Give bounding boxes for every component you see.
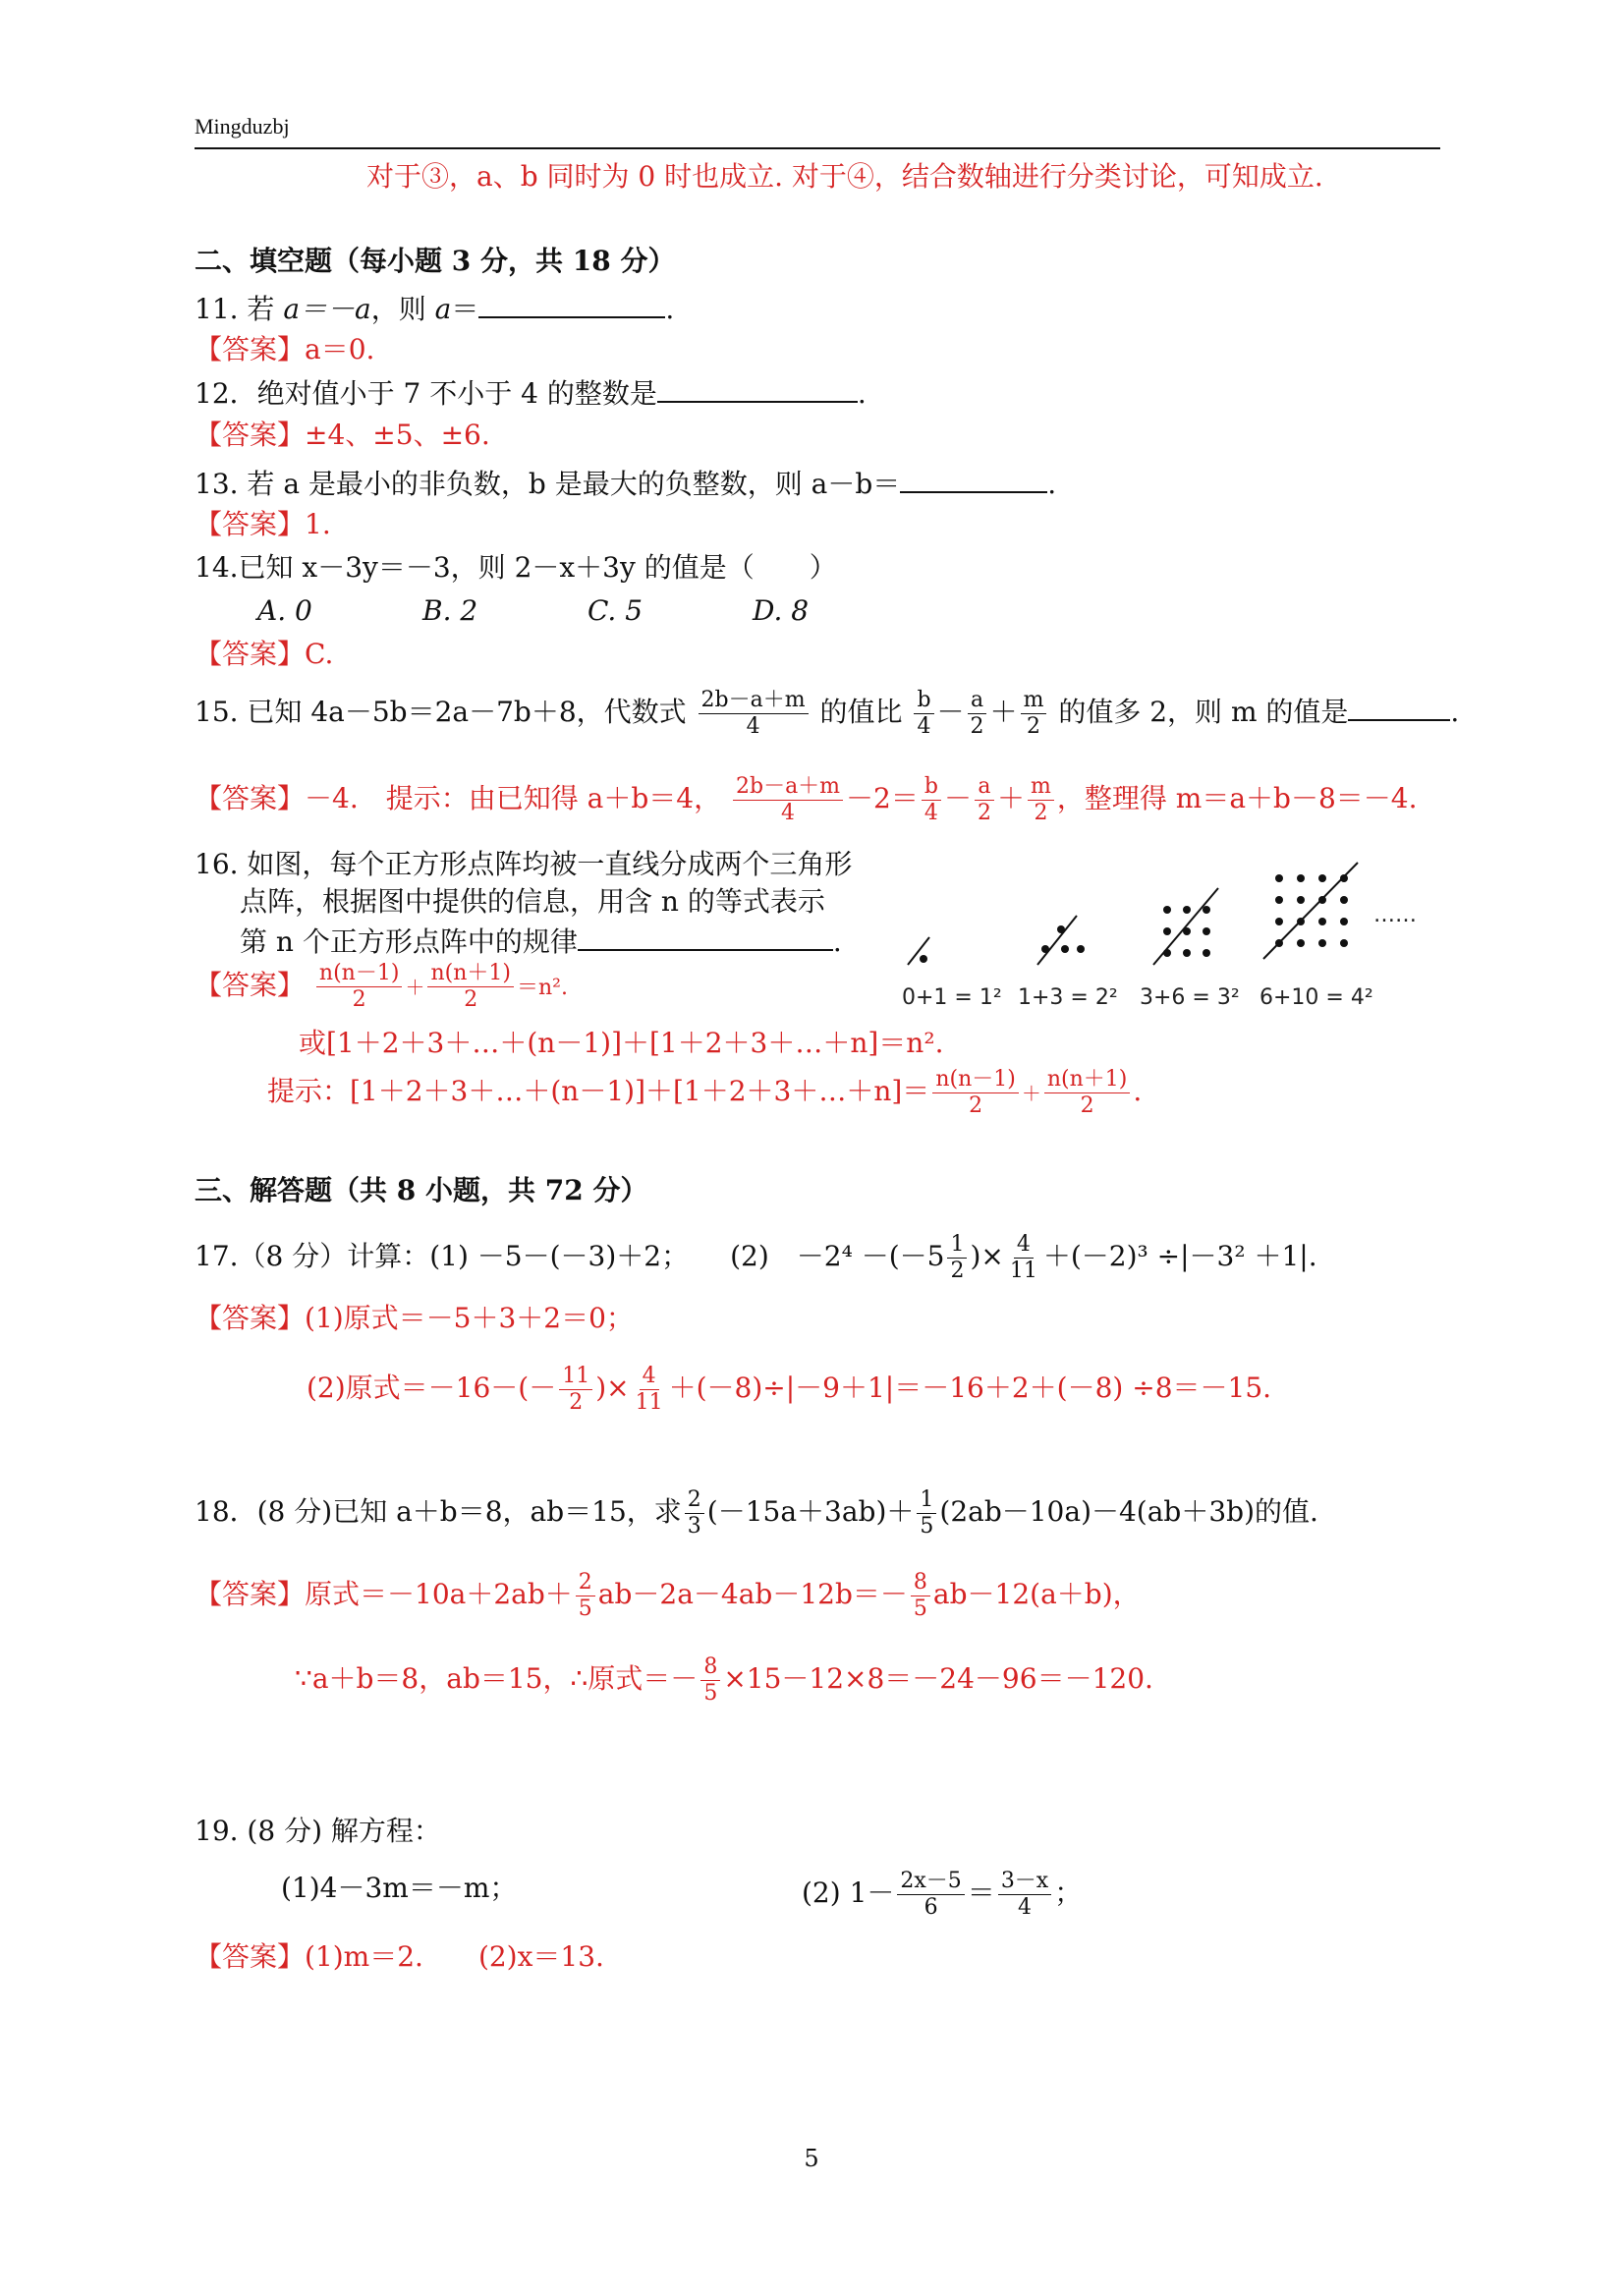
answer-18-line1: 【答案】原式＝－10a＋2ab＋ $\frac{2}{5}$ ab－2a－4ab－12b＝－ $\frac{8}{5}$ ab－12(a＋b)，	[195, 1570, 1141, 1621]
figure-caption-3: 3+6 = 3²	[1140, 985, 1240, 1010]
fraction: $\frac{n(n-1)}{2}$	[316, 961, 403, 1013]
question-14-options	[257, 591, 918, 631]
fraction: $\frac{b}{4}$	[922, 774, 941, 826]
fraction: $\frac{2}{5}$	[576, 1570, 595, 1622]
answer-blank	[1348, 690, 1450, 721]
fraction: $\frac{2x-5}{6}$	[897, 1869, 964, 1921]
answer-15: 【答案】－4. 提示：由已知得 a＋b＝4， $\frac{2b-a+m}{4}$ －2＝ $\frac{b}{4}$ － $\frac{a}{2}$ ＋ $\frac{m}{2}$ ，整理得 m＝a＋b－8＝－4.	[195, 774, 1418, 825]
answer-19: 【答案】(1)m＝2. (2)x＝13.	[195, 1940, 604, 1973]
option-c: C. 5	[588, 594, 644, 627]
question-18: 18．(8 分)已知 a＋b＝8，ab＝15，求 $\frac{2}{3}$ (－15a＋3ab)＋ $\frac{1}{5}$ (2ab－10a)－4(ab＋3b)的值.	[195, 1487, 1318, 1539]
figure-caption-4: 6+10 = 4²	[1259, 985, 1373, 1010]
answer-13: 【答案】1.	[195, 508, 331, 540]
dot-square-2	[1037, 916, 1085, 965]
page-number: 5	[804, 2145, 819, 2172]
question-19-part1: (1)4－3m＝－m；	[281, 1872, 518, 1904]
answer-11: 【答案】a＝0.	[195, 333, 375, 365]
fraction: $\frac{2}{3}$	[685, 1487, 704, 1540]
fraction: $\frac{n(n+1)}{2}$	[427, 961, 514, 1013]
section-2-title: 二、填空题（每小题 3 分，共 18 分）	[195, 245, 676, 277]
section-3-title: 三、解答题（共 8 小题，共 72 分）	[195, 1174, 648, 1206]
fraction: $\frac{n(n-1)}{2}$	[932, 1067, 1019, 1119]
fraction: $\frac{2b-a+m}{4}$	[733, 774, 843, 826]
dot-square-1	[908, 937, 929, 965]
header-brand: Mingduzbj	[195, 114, 290, 139]
answer-blank	[578, 920, 833, 951]
dot-square-4	[1263, 863, 1358, 959]
question-17: 17.（8 分）计算：(1) －5－(－3)＋2； (2) －2⁴ －(－5 $\frac{1}{2}$ )× $\frac{4}{11}$ ＋(－2)³ ÷|－3² ＋1|.	[195, 1232, 1317, 1283]
question-11: 11. 若 a＝－a，则 a＝ .	[195, 287, 674, 329]
fraction: $\frac{11}{2}$	[559, 1364, 592, 1416]
question-19-part2: (2) 1－ $\frac{2x-5}{6}$ ＝ $\frac{3-x}{4}$ ；	[802, 1869, 1083, 1920]
dot-square-3	[1153, 888, 1218, 965]
fraction: $\frac{2b-a+m}{4}$	[699, 688, 809, 740]
answer-14: 【答案】C.	[195, 638, 334, 670]
option-b: B. 2	[422, 594, 478, 627]
figure-caption-1: 0+1 = 1²	[902, 985, 1002, 1010]
fraction: $\frac{1}{5}$	[917, 1487, 936, 1540]
question-19: 19. (8 分) 解方程：	[195, 1815, 441, 1847]
intro-note: 对于③，a、b 同时为 0 时也成立. 对于④，结合数轴进行分类讨论，可知成立.	[366, 160, 1323, 193]
fraction: $\frac{3-x}{4}$	[998, 1869, 1051, 1921]
figure-ellipsis: ……	[1373, 903, 1417, 927]
answer-17-part2: (2)原式＝－16－(－ $\frac{11}{2}$ )× $\frac{4}{11}$ ＋(－8)÷|－9＋1|＝－16＋2＋(－8) ÷8＝－15.	[307, 1364, 1272, 1415]
option-a: A. 0	[257, 594, 312, 627]
option-d: D. 8	[753, 594, 810, 627]
question-14: 14.已知 x－3y＝－3，则 2－x＋3y 的值是（ ）	[195, 551, 837, 584]
question-15: 15. 已知 4a－5b＝2a－7b＋8，代数式 $\frac{2b-a+m}{4}$ 的值比 $\frac{b}{4}$ － $\frac{a}{2}$ ＋ $\frac{m}{2}$ 的值多 2，则 m 的值是 .	[195, 688, 1460, 739]
answer-18-line2: ∵a＋b＝8，ab＝15，∴原式＝－ $\frac{8}{5}$ ×15－12×8＝－24－96＝－120.	[295, 1654, 1153, 1706]
answer-16-alt: 或[1＋2＋3＋…＋(n－1)]＋[1＋2＋3＋…＋n]＝n².	[299, 1027, 944, 1059]
answer-16-hint: 提示：[1＋2＋3＋…＋(n－1)]＋[1＋2＋3＋…＋n]＝ $\frac{n(n-1)}{2}$ ＋ $\frac{n(n+1)}{2}$ .	[267, 1067, 1143, 1118]
answer-blank	[478, 287, 665, 318]
question-16-line3: 第 n 个正方形点阵中的规律 .	[240, 920, 842, 962]
answer-blank	[657, 371, 858, 403]
answer-12: 【答案】±4、±5、±6.	[195, 419, 490, 451]
question-12: 12．绝对值小于 7 不小于 4 的整数是 .	[195, 371, 867, 414]
question-16-line1: 16. 如图，每个正方形点阵均被一直线分成两个三角形	[195, 848, 853, 880]
answer-blank	[900, 462, 1047, 493]
fraction: $\frac{8}{5}$	[700, 1654, 720, 1707]
fraction: $\frac{a}{2}$	[975, 774, 994, 826]
question-16-line2: 点阵，根据图中提供的信息，用含 n 的等式表示	[240, 885, 825, 918]
answer-17-part1: 【答案】(1)原式＝－5＋3＋2＝0；	[195, 1302, 634, 1334]
answer-16: 【答案】 $\frac{n(n-1)}{2}$ ＋ $\frac{n(n+1)}{2}$ ＝n².	[195, 961, 568, 1012]
fraction: $\frac{b}{4}$	[914, 688, 933, 740]
figure-caption-2: 1+3 = 2²	[1018, 985, 1118, 1010]
fraction: $\frac{1}{2}$	[947, 1232, 967, 1284]
question-13: 13. 若 a 是最小的非负数，b 是最大的负整数，则 a－b＝ .	[195, 462, 1056, 504]
dot-pattern-figure	[894, 857, 1425, 1024]
header-rule	[195, 147, 1440, 149]
fraction: $\frac{m}{2}$	[1021, 688, 1047, 740]
fraction: $\frac{n(n+1)}{2}$	[1044, 1067, 1131, 1119]
fraction: $\frac{4}{11}$	[635, 1364, 663, 1415]
fraction: $\frac{m}{2}$	[1028, 774, 1054, 826]
fraction: $\frac{4}{11}$	[1009, 1232, 1037, 1283]
fraction: $\frac{8}{5}$	[911, 1570, 930, 1622]
fraction: $\frac{a}{2}$	[968, 688, 987, 740]
